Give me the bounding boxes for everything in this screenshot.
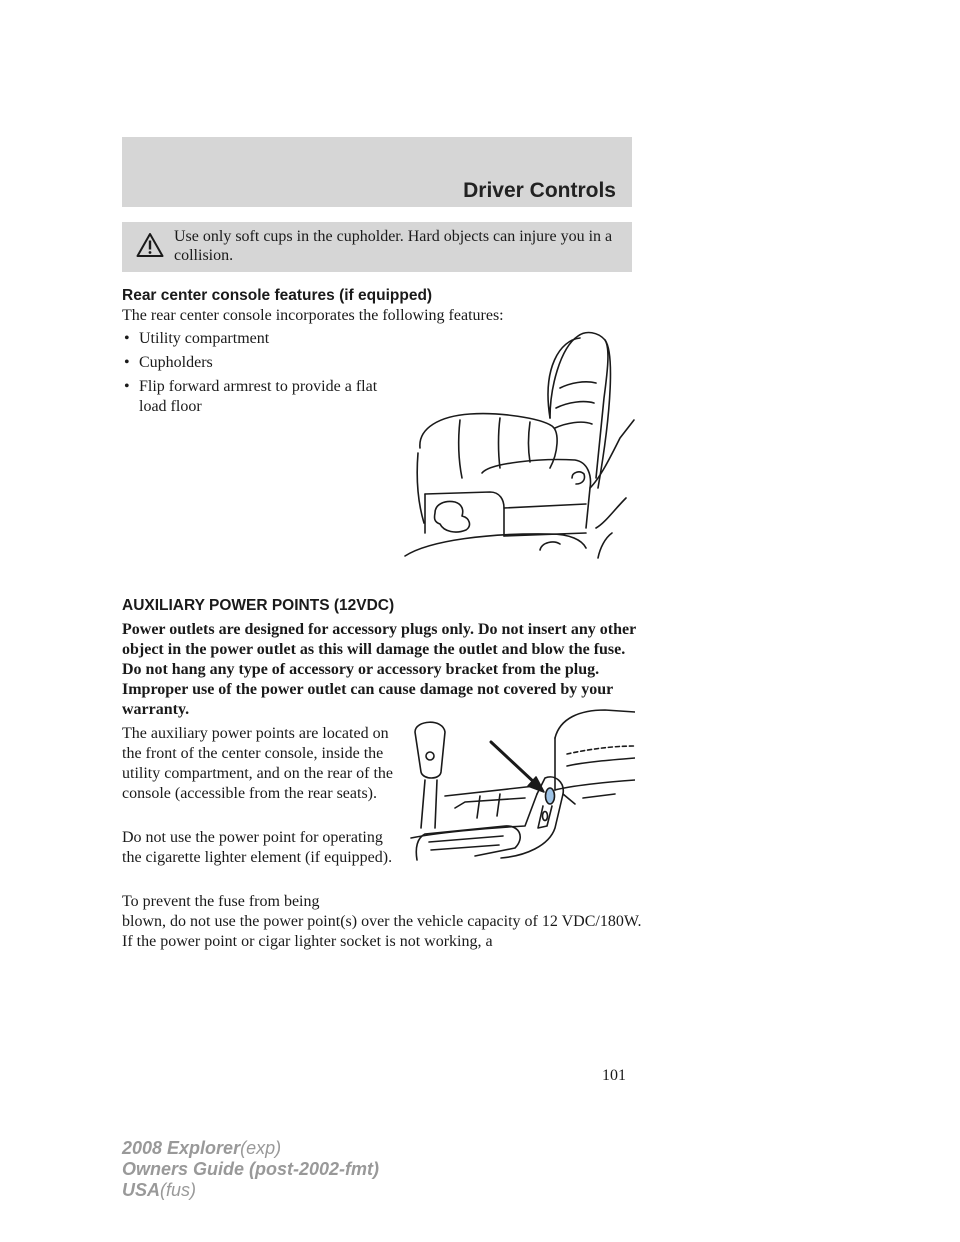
page-number: 101 (602, 1067, 626, 1084)
footer (122, 1138, 379, 1201)
section-title: Driver Controls (463, 179, 616, 202)
power-points-heading: AUXILIARY POWER POINTS (12VDC) (122, 597, 395, 614)
cigarette-lighter-note: Do not use the power point for operating the cigarette lighter element (if equipped). (122, 829, 393, 866)
list-item: • Cupholders (122, 353, 392, 373)
warning-text: Use only soft cups in the cupholder. Hard objects can injure you in a collision. (174, 228, 613, 264)
power-outlet-warning: Power outlets are designed for accessory plugs only. Do not insert any other object in the power outlet as this will damage the outlet and blow the fuse. Do not hang any type of accessory or accessory bracket from the plug. Improper use of the power outlet can cause damage not covered by your warranty. (122, 621, 636, 718)
header-band (122, 137, 632, 207)
footer-model-code: (exp) (240, 1138, 282, 1158)
footer-guide: Owners Guide (post-2002-fmt) (122, 1159, 380, 1179)
power-points-location: The auxiliary power points are located on the front of the center console, inside the utility compartment, and on the rear of the console (accessible from the rear seats). (122, 725, 394, 802)
rear-console-intro: The rear center console incorporates the following features: (122, 307, 504, 324)
footer-market-code: (fus) (160, 1180, 197, 1200)
list-item: • Flip forward armrest to provide a flat load floor (122, 377, 392, 417)
rear-console-heading: Rear center console features (if equipped) (122, 287, 433, 304)
feature-list (122, 329, 392, 421)
footer-market: USA (122, 1180, 161, 1200)
warning-triangle-icon (136, 232, 164, 258)
rear-console-illustration (400, 328, 640, 570)
fuse-note-start: To prevent the fuse from being (122, 893, 320, 910)
footer-model: 2008 Explorer (122, 1138, 241, 1158)
warning-box (122, 222, 632, 272)
fuse-note-rest: blown, do not use the power point(s) over the vehicle capacity of 12 VDC/180W. If the power point or cigar lighter socket is not working, a (122, 913, 642, 950)
power-point-illustration (405, 708, 635, 863)
list-item: • Utility compartment (122, 329, 392, 349)
